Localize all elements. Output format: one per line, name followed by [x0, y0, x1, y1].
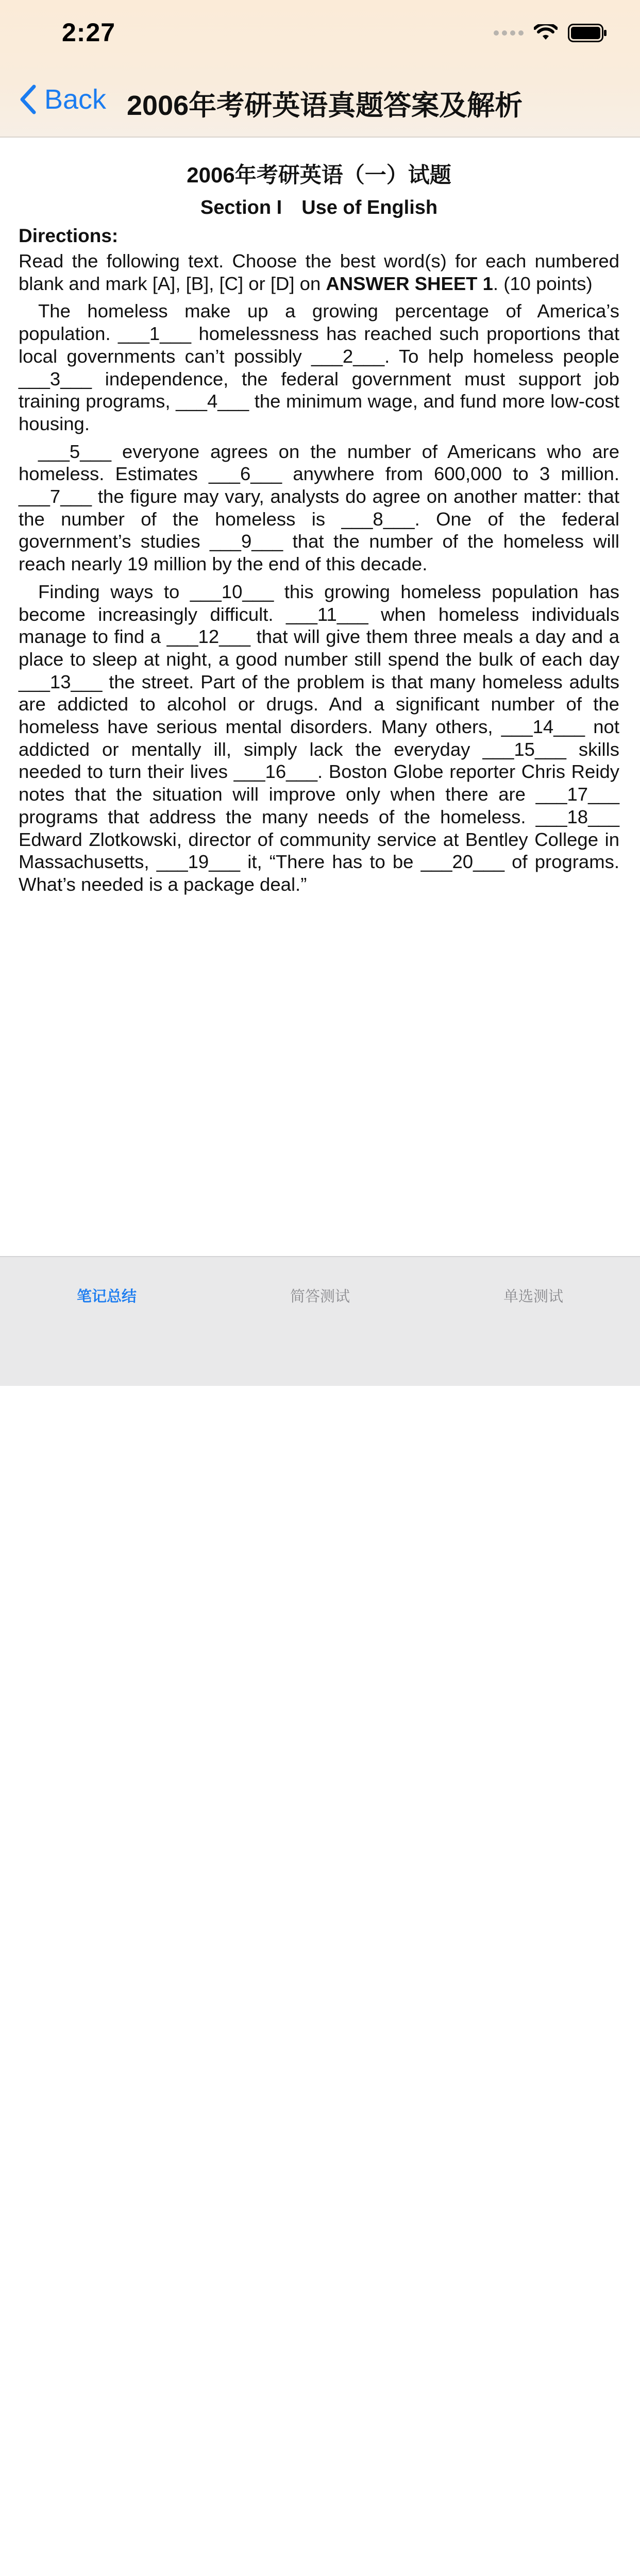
chevron-left-icon	[19, 84, 37, 115]
tab-notes-summary[interactable]: 笔记总结	[76, 1289, 137, 1305]
document-content	[19, 157, 619, 901]
passage-paragraph-2: ___5___ everyone agrees on the number of Americans who are homeless. Estimates ___6___ anywhere from 600,000 to 3 million. ___7___ the figure may vary, analysts do agree on another matter: that the number of the homeless is ___8___. One of the federal government’s studies ___9___ that the number of the homeless will reach nearly 19 million by the end of this decade.	[19, 440, 619, 575]
back-button[interactable]	[19, 83, 106, 115]
tab-short-answer-test[interactable]: 简答测试	[290, 1289, 350, 1305]
back-label: Back	[44, 84, 107, 115]
page-title: 2006年考研英语真题答案及解析	[127, 90, 523, 121]
battery-icon	[568, 24, 607, 42]
status-time: 2:27	[62, 18, 116, 47]
section-heading: Section I Use of English	[200, 197, 438, 218]
wifi-icon	[534, 24, 558, 42]
navigation-header	[0, 0, 640, 138]
tab-single-choice-test[interactable]: 单选测试	[503, 1289, 563, 1305]
status-indicators	[494, 24, 607, 42]
cellular-signal-icon	[494, 30, 524, 36]
passage-paragraph-1: The homeless make up a growing percentage of America’s population. ___1___ homelessness has reached such proportions that local governments can’t possibly ___2___. To help homeless people ___3___ independence, the federal government must support job training programs, ___4___ the minimum wage, and fund more low-cost housing.	[19, 300, 619, 434]
passage-paragraph-3: Finding ways to ___10___ this growing homeless population has become increasingly difficult. ___11___ when homeless individuals manage to find a ___12___ that will give them three meals a day and a place to sleep at night, a good number still spend the bulk of each day ___13___ the street. Part of the problem is that many homeless adults are addicted to alcohol or drugs. And a significant number of the homeless have serious mental disorders. Many others, ___14___ not addicted or mentally ill, simply lack the everyday ___15___ skills needed to turn their lives ___16___. Boston Globe reporter Chris Reidy notes that the situation will improve only when there are ___17___ programs that address the many needs of the homeless. ___18___ Edward Zlotkowski, director of community service at Bentley College in Massachusetts, ___19___ it, “There has to be ___20___ of programs. What’s needed is a package deal.”	[19, 581, 619, 895]
directions-label: Directions:	[19, 225, 119, 246]
document-title: 2006年考研英语（一）试题	[187, 163, 451, 187]
directions-text: Read the following text. Choose the best word(s) for each numbered blank and mark [A], [B], [C] or [D] on ANSWER SHEET 1. (10 points)	[19, 250, 619, 294]
tab-bar	[0, 1256, 640, 1386]
